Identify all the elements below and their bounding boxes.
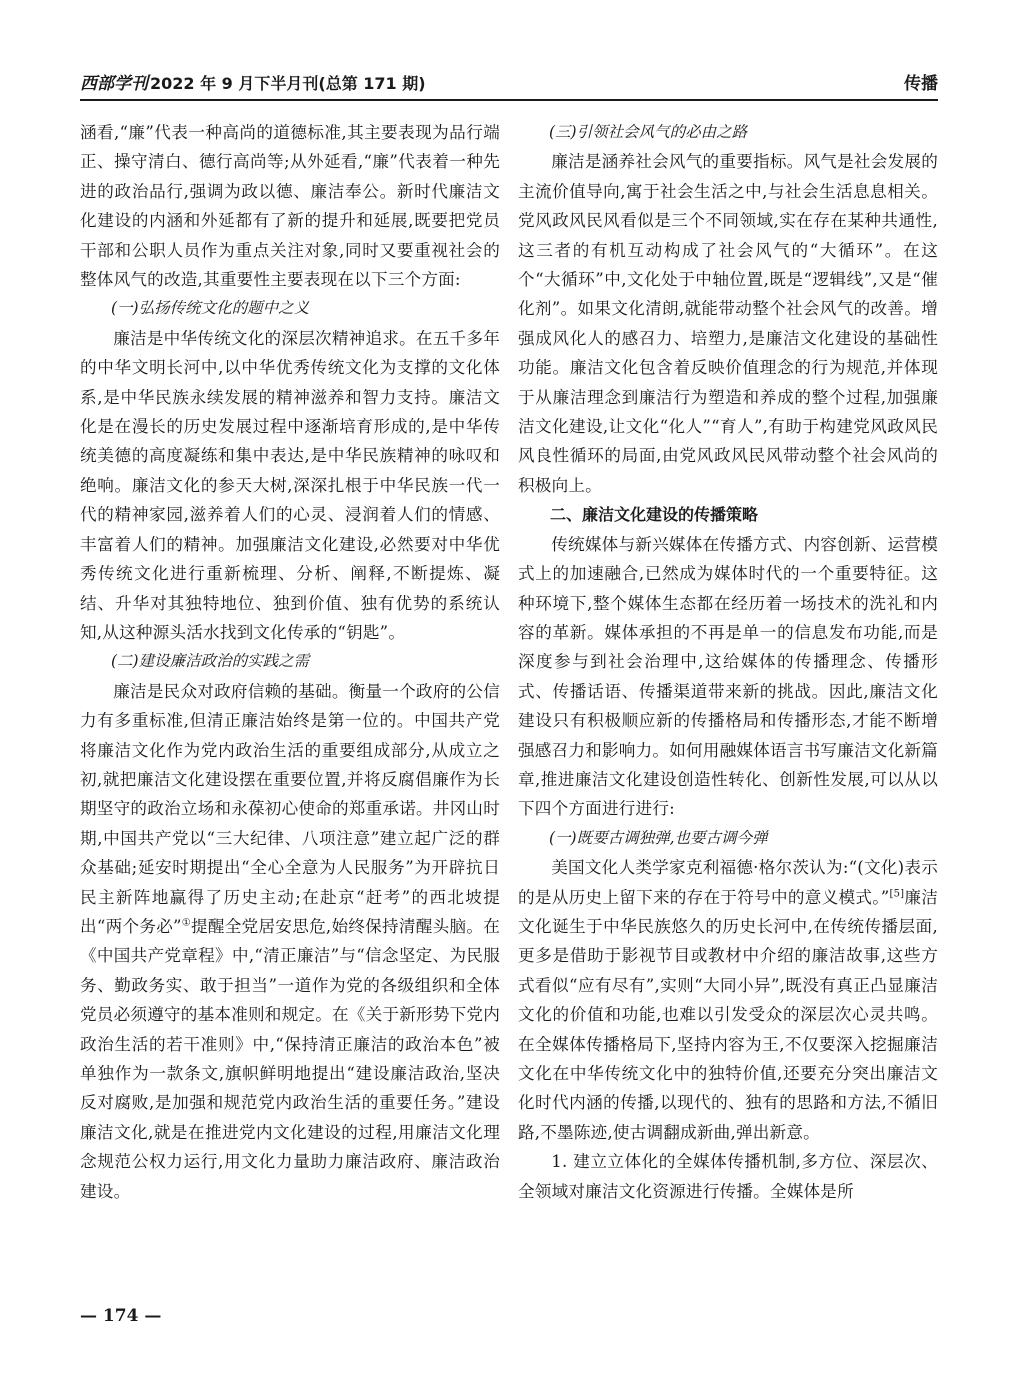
subsection-heading: (一)弘扬传统文化的题中之义 bbox=[111, 299, 310, 318]
paragraph-text: 提醒全党居安思危,始终保持清醒头脑。在《中国共产党章程》中,“清正廉洁”与“信念坚定、为民服务、勤政务实、敢于担当”一道作为党的各级组织和全体党员必须遵守的基本准则和规定。在《关于新形势下党内政治生活的若干准则》中,“保持清正廉洁的政治本色”被单独作为一款条文,旗帜鲜明地提出“建设廉洁政治,坚决反对腐败,是加强和规范党内政治生活的重要任务。”建设廉洁文化,就是在推进党内文化建设的过程,用廉洁文化理念规范公权力运行,用文化力量助力廉洁政府、廉洁政治建设。 bbox=[80, 916, 500, 1201]
paragraph-text: 美国文化人类学家克利福德·格尔茨认为:“(文化)表示的是从历史上留下来的存在于符号中的意义模式。” bbox=[518, 858, 938, 907]
citation-marker: [5] bbox=[889, 888, 905, 900]
journal-logo: 西部学刊 bbox=[80, 74, 148, 94]
subsection-heading: (一)既要古调独弹,也要古调今弹 bbox=[549, 828, 768, 847]
journal-title bbox=[80, 72, 426, 96]
paragraph-text: 廉洁文化诞生于中华民族悠久的历史长河中,在传统传播层面,更多是借助于影视节目或教材中介绍的廉洁故事,这些方式看似“应有尽有”,实则“大同小异”,既没有真正凸显廉洁文化的价值和功能,也难以引发受众的深层次心灵共鸣。在全媒体传播格局下,坚持内容为王,不仅要深入挖掘廉洁文化在中华传统文化中的独特价值,还要充分突出廉洁文化时代内涵的传播,以现代的、独有的思路和方法,不循旧路,不墨陈迹,使古调翻成新曲,弹出新意。 bbox=[518, 887, 938, 1142]
header-rule bbox=[80, 99, 938, 101]
footnote-marker: ① bbox=[181, 917, 192, 929]
journal-issue: 2022 年 9 月下半月刊(总第 171 期) bbox=[150, 74, 426, 93]
paragraph: 涵看,“廉”代表一种高尚的道德标准,其主要表现为品行端正、操守清白、德行高尚等;从外延看,“廉”代表着一种先进的政治品行,强调为政以德、廉洁奉公。新时代廉洁文化建设的内涵和外延都有了新的提升和延展,既要把党员干部和公职人员作为重点关注对象,同时又要重视社会的整体风气的改造,其重要性主要表现在以下三个方面: bbox=[80, 123, 500, 290]
paragraph-text: 廉洁是民众对政府信赖的基础。衡量一个政府的公信力有多重标准,但清正廉洁始终是第一位的。中国共产党将廉洁文化作为党内政治生活的重要组成部分,从成立之初,就把廉洁文化建设摆在重要位置,并将反腐倡廉作为长期坚守的政治立场和永葆初心使命的郑重承诺。井冈山时期,中国共产党以“三大纪律、八项注意”建立起广泛的群众基础;延安时期提出“全心全意为人民服务”为开辟抗日民主新阵地赢得了历史主动;在赴京“赶考”的西北坡提出“两个务必” bbox=[80, 681, 500, 936]
page-number: — 174 — bbox=[80, 1306, 162, 1326]
running-header bbox=[80, 72, 938, 102]
subsection-heading: (二)建设廉洁政治的实践之需 bbox=[111, 652, 310, 671]
paragraph bbox=[518, 853, 938, 1147]
paragraph: 廉洁是涵养社会风气的重要指标。风气是社会发展的主流价值导向,寓于社会生活之中,与社会生活息息相关。党风政风民风看似是三个不同领域,实在存在某种共通性,这三者的有机互动构成了社会风气的“大循环”。在这个“大循环”中,文化处于中轴位置,既是“逻辑线”,又是“催化剂”。如果文化清朗,就能带动整个社会风气的改善。增强成风化人的感召力、培塑力,是廉洁文化建设的基础性功能。廉洁文化包含着反映价值理念的行为规范,并体现于从廉洁理念到廉洁行为塑造和养成的整个过程,加强廉洁文化建设,让文化“化人”“育人”,有助于构建党风政风民风良性循环的局面,由党风政风民风带动整个社会风尚的积极向上。 bbox=[518, 152, 938, 495]
paragraph: 传统媒体与新兴媒体在传播方式、内容创新、运营模式上的加速融合,已然成为媒体时代的一个重要特征。这种环境下,整个媒体生态都在经历着一场技术的洗礼和内容的革新。媒体承担的不再是单一的信息发布功能,而是深度参与到社会治理中,这给媒体的传播理念、传播形式、传播话语、传播渠道带来新的挑战。因此,廉洁文化建设只有积极顺应新的传播格局和传播形态,才能不断增强感召力和影响力。如何用融媒体语言书写廉洁文化新篇章,推进廉洁文化建设创造性转化、创新性发展,可以从以下四个方面进行进行: bbox=[518, 534, 938, 819]
right-column bbox=[518, 118, 938, 1338]
paragraph: 廉洁是中华传统文化的深层次精神追求。在五千多年的中华文明长河中,以中华优秀传统文化为支撑的文化体系,是中华民族永续发展的精神滋养和智力支持。廉洁文化是在漫长的历史发展过程中逐渐培育形成的,是中华传统美德的高度凝练和集中表达,是中华民族精神的咏叹和绝响。廉洁文化的参天大树,深深扎根于中华民族一代一代的精神家园,滋养着人们的心灵、浸润着人们的情感、丰富着人们的精神。加强廉洁文化建设,必然要对中华优秀传统文化进行重新梳理、分析、阐释,不断提炼、凝结、升华对其独特地位、独到价值、独有优势的系统认知,从这种源头活水找到文化传承的“钥匙”。 bbox=[80, 328, 500, 642]
paragraph: 1. 建立立体化的全媒体传播机制,多方位、深层次、全领域对廉洁文化资源进行传播。全媒体是所 bbox=[518, 1152, 938, 1201]
subsection-heading: (三)引领社会风气的必由之路 bbox=[549, 123, 748, 141]
left-column bbox=[80, 118, 500, 1338]
paragraph bbox=[80, 677, 500, 1206]
section-label: 传播 bbox=[904, 74, 938, 94]
section-heading: 二、廉洁文化建设的传播策略 bbox=[550, 505, 759, 525]
